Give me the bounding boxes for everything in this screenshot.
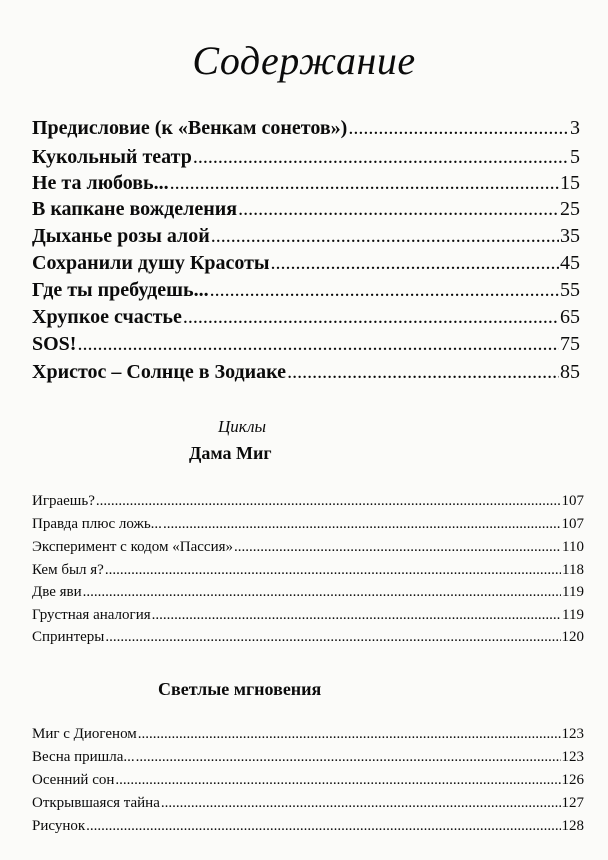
dot-leader: [271, 250, 559, 277]
toc-entry-title: Христос – Солнце в Зодиаке: [32, 361, 287, 383]
toc-entry-page: 65: [560, 306, 580, 328]
dot-leader: [96, 490, 561, 512]
dot-leader: [210, 277, 559, 304]
toc-entry-title: Не та любовь...: [32, 172, 169, 194]
dot-leader: [115, 769, 560, 791]
dot-leader: [161, 792, 561, 814]
toc-entry-page: 123: [561, 726, 584, 742]
dot-leader: [105, 626, 560, 648]
toc-entry: [32, 250, 580, 277]
toc-entry-title: Открывшаяся тайна: [32, 795, 160, 811]
dot-leader: [211, 223, 559, 250]
dot-leader: [234, 536, 561, 558]
toc-entry-title: Кем был я?: [32, 562, 104, 578]
toc-entry-page: 127: [561, 795, 584, 811]
dot-leader: [152, 604, 561, 626]
toc-entry-page: 3: [570, 117, 580, 139]
toc-entry-title: Две яви: [32, 584, 82, 600]
toc-entry: [32, 815, 584, 837]
dot-leader: [170, 170, 559, 197]
toc-entry-title: Дыханье розы алой: [32, 225, 210, 247]
toc-entry-title: Рисунок: [32, 818, 86, 834]
toc-entry-page: 15: [560, 172, 580, 194]
toc-entry-title: Сохранили душу Красоты: [32, 252, 270, 274]
toc-entry-page: 5: [570, 146, 580, 168]
toc-entry: [32, 170, 580, 197]
toc-entry-title: Предисловие (к «Венкам сонетов»): [32, 117, 348, 139]
section-title-dama-mig: Дама Миг: [189, 443, 272, 463]
dot-leader: [77, 331, 559, 358]
toc-entry-title: Где ты пребудешь...: [32, 279, 209, 301]
toc-entry: [32, 115, 580, 142]
toc-entry-page: 25: [560, 198, 580, 220]
toc-entry-title: Кукольный театр: [32, 146, 192, 168]
toc-entry: [32, 513, 584, 535]
toc-entry-title: Миг с Диогеном: [32, 726, 137, 742]
toc-entry: [32, 536, 584, 558]
toc-entry-page: 126: [561, 772, 584, 788]
toc-entry: [32, 604, 584, 626]
dot-leader: [136, 746, 561, 768]
toc-entry: [32, 223, 580, 250]
toc-entry-title: Весна пришла...: [32, 749, 135, 765]
toc-entry-page: 75: [560, 333, 580, 355]
toc-entry-page: 120: [561, 629, 584, 645]
toc-entry-title: Осенний сон: [32, 772, 115, 788]
toc-entry-page: 107: [561, 493, 584, 509]
toc-entry-page: 128: [561, 818, 584, 834]
section-title-svetlye-mgnoveniya: Светлые мгновения: [158, 679, 322, 699]
toc-entry: [32, 490, 584, 512]
toc-entry-page: 119: [562, 584, 584, 600]
toc-entry: [32, 359, 580, 386]
toc-entry: [32, 559, 584, 581]
toc-entry-title: Грустная аналогия: [32, 607, 151, 623]
toc-entry: [32, 723, 584, 745]
dot-leader: [238, 196, 559, 223]
toc-entry: [32, 769, 584, 791]
toc-entry: [32, 277, 580, 304]
toc-entry-title: Эксперимент с кодом «Пассия»: [32, 539, 233, 555]
toc-entry-page: 45: [560, 252, 580, 274]
cycles-label: Циклы: [218, 417, 266, 436]
dot-leader: [86, 815, 560, 837]
dot-leader: [193, 144, 569, 171]
dot-leader: [83, 581, 561, 603]
toc-entry-page: 123: [561, 749, 584, 765]
dot-leader: [287, 359, 559, 386]
toc-entry-page: 119: [562, 607, 584, 623]
dot-leader: [105, 559, 561, 581]
toc-entry: [32, 792, 584, 814]
toc-entry-page: 85: [560, 361, 580, 383]
toc-entry: [32, 196, 580, 223]
dot-leader: [348, 115, 569, 142]
toc-entry: [32, 304, 580, 331]
toc-entry-title: Спринтеры: [32, 629, 105, 645]
toc-entry-title: Правда плюс ложь...: [32, 516, 162, 532]
toc-entry: [32, 581, 584, 603]
toc-entry-page: 55: [560, 279, 580, 301]
toc-entry: [32, 331, 580, 358]
toc-entry: [32, 144, 580, 171]
toc-entry: [32, 626, 584, 648]
toc-entry-page: 107: [561, 516, 584, 532]
toc-entry-title: SOS!: [32, 333, 77, 355]
toc-entry-page: 110: [562, 539, 584, 555]
dot-leader: [138, 723, 561, 745]
dot-leader: [183, 304, 559, 331]
toc-entry-title: Играешь?: [32, 493, 95, 509]
page-title: Содержание: [192, 38, 416, 83]
toc-entry-title: В капкане вожделения: [32, 198, 238, 220]
toc-entry-page: 118: [562, 562, 584, 578]
toc-entry-page: 35: [560, 225, 580, 247]
toc-entry-title: Хрупкое счастье: [32, 306, 182, 328]
dot-leader: [163, 513, 561, 535]
toc-entry: [32, 746, 584, 768]
